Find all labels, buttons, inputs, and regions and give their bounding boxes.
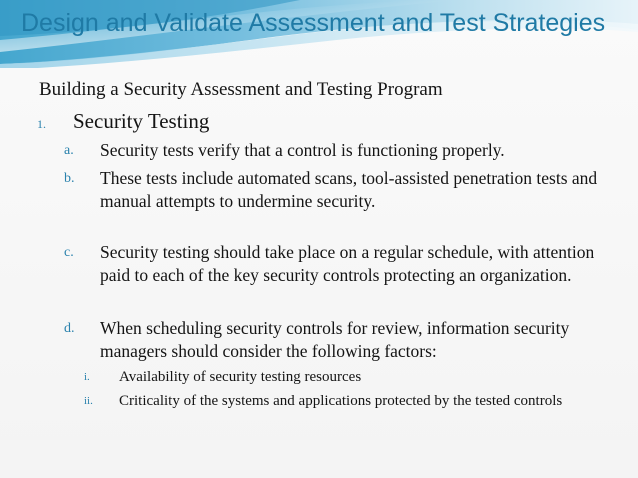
sub-item-text: Availability of security testing resources (119, 369, 362, 385)
list-item-number: a. (64, 143, 74, 158)
sub-item-text: Criticality of the systems and applications protected by the tested controls (119, 393, 563, 409)
list-item-text: Security testing should take place on a regular schedule, with attention paid to each of the key security controls protecting an organization. (100, 242, 595, 285)
section-number: 1. (37, 117, 46, 131)
list-item-number: b. (64, 171, 75, 186)
sub-item-number: i. (84, 371, 90, 383)
section-heading: Security Testing (73, 109, 210, 133)
list-item-text: These tests include automated scans, tool-assisted penetration tests and manual attempts to undermine security. (100, 168, 598, 211)
sub-item-number: ii. (84, 395, 93, 407)
list-item-number: c. (64, 245, 74, 260)
slide-subtitle: Building a Security Assessment and Testing Program (39, 79, 443, 100)
slide-title: Design and Validate Assessment and Test Strategies (21, 9, 606, 37)
list-item-number: d. (64, 321, 75, 336)
list-item-text: Security tests verify that a control is functioning properly. (100, 140, 505, 160)
list-item-text: When scheduling security controls for review, information security managers should consider the following factors: (100, 318, 570, 361)
